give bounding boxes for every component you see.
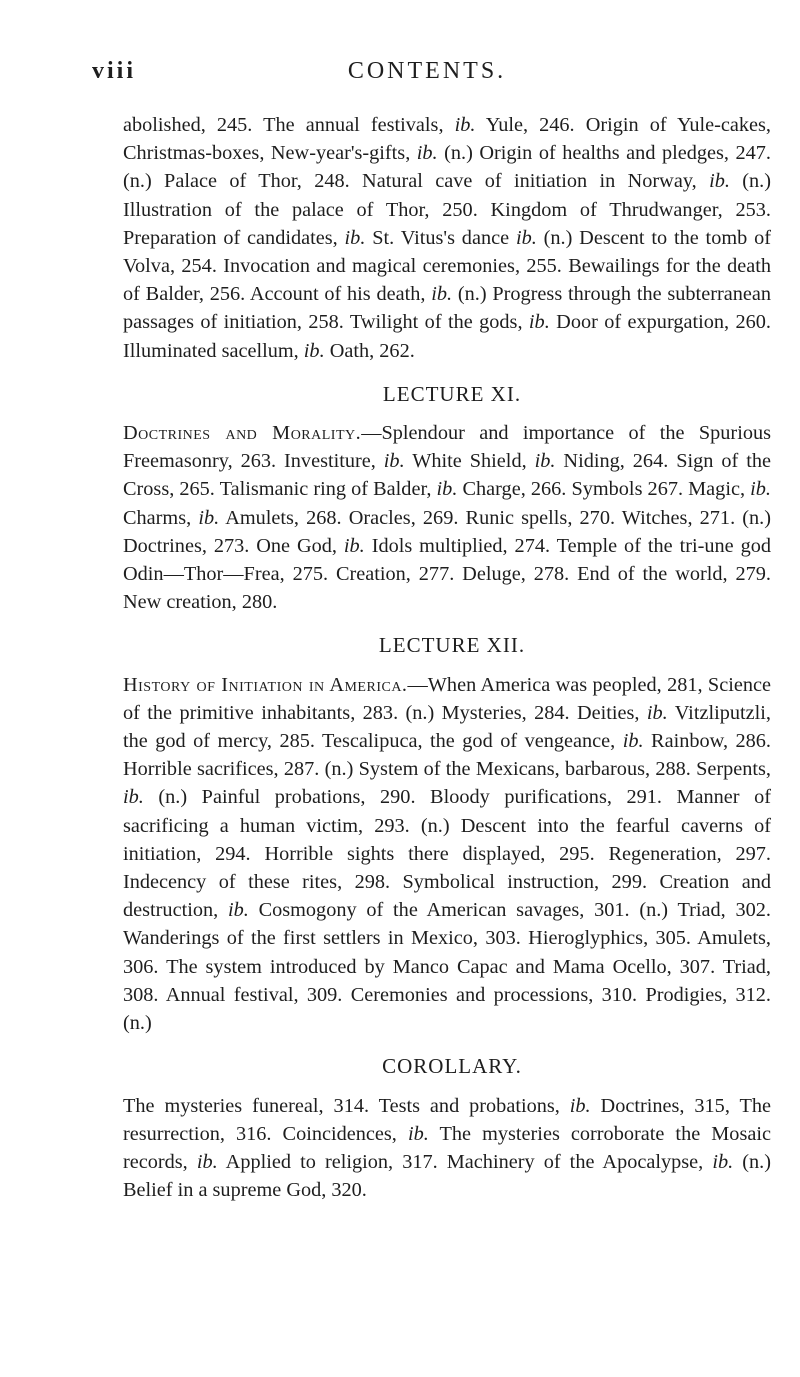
lecture-xi-text: —Splendour and importance of the Spurious Freemasonry, 263. Investiture, ib. White Shield, ib. Niding, 264. Sign of the Cross, 265. Talismanic ring of Balder, ib. Charge, 266. Symbols 267. Magic, ib. Charms, ib. Amulets, 268. Oracles, 269. Runic spells, 270. Witches, 271. (n.) Doctrines, 273. One God, ib. Idols multiplied, 274. Temple of the tri-une god Odin—Thor—Frea, 275. Creation, 277. Deluge, 278. End of the world, 279. New creation, 280. bbox=[123, 422, 772, 614]
lecture-xi-heading: LECTURE XI. bbox=[382, 381, 522, 406]
lecture-xi-paragraph bbox=[123, 419, 771, 616]
running-title: CONTENTS. bbox=[347, 58, 507, 84]
intro-paragraph: abolished, 245. The annual festivals, ib. Yule, 246. Origin of Yule-cakes, Christmas-boxes, New-year's-gifts, ib. (n.) Origin of healths and pledges, 247. (n.) Palace of Thor, 248. Natural cave of initiation in Norway, ib. (n.) Illustration of the palace of Thor, 250. Kingdom of Thrudwanger, 253. Preparation of candidates, ib. St. Vitus's dance ib. (n.) Descent to the tomb of Volva, 254. Invocation and magical ceremonies, 255. Bewailings for the death of Balder, 256. Account of his death, ib. (n.) Progress through the subterranean passages of initiation, 258. Twilight of the gods, ib. Door of expurgation, 260. Illuminated sacellum, ib. Oath, 262. bbox=[123, 114, 772, 362]
corollary-paragraph: The mysteries funereal, 314. Tests and probations, ib. Doctrines, 315, The resurrection, 316. Coincidences, ib. The mysteries corroborate the Mosaic records, ib. Applied to religion, 317. Machinery of the Apocalypse, ib. (n.) Belief in a supreme God, 320. bbox=[123, 1094, 771, 1202]
page-number: viii bbox=[92, 58, 137, 84]
contents-body bbox=[123, 111, 771, 1204]
lecture-xii-heading: LECTURE XII. bbox=[378, 633, 526, 658]
lecture-xi-lead: Doctrines and Morality. bbox=[123, 422, 362, 445]
running-head bbox=[92, 58, 732, 98]
lecture-xii-lead: History of Initiation in America. bbox=[123, 673, 408, 696]
lecture-xii-text: —When America was peopled, 281, Science of the primitive inhabitants, 283. (n.) Mysteries, 284. Deities, ib. Vitzliputzli, the god of mercy, 285. Tescalipuca, the god of vengeance, ib. Rainbow, 286. Horrible sacrifices, 287. (n.) System of the Mexicans, barbarous, 288. Serpents, ib. (n.) Painful probations, 290. Bloody purifications, 291. Manner of sacrificing a human victim, 293. (n.) Descent into the fearful caverns of initiation, 294. Horrible sights there displayed, 295. Regeneration, 297. Indecency of these rites, 298. Symbolical instruction, 299. Creation and destruction, ib. Cosmogony of the American savages, 301. (n.) Triad, 302. Wanderings of the first settlers in Mexico, 303. Hieroglyphics, 305. Amulets, 306. The system introduced by Manco Capac and Mama Ocello, 307. Triad, 308. Annual festival, 309. Ceremonies and processions, 310. Prodigies, 312. (n.) bbox=[123, 673, 772, 1035]
lecture-xii-paragraph bbox=[123, 671, 771, 1038]
corollary-heading: COROLLARY. bbox=[382, 1054, 522, 1079]
